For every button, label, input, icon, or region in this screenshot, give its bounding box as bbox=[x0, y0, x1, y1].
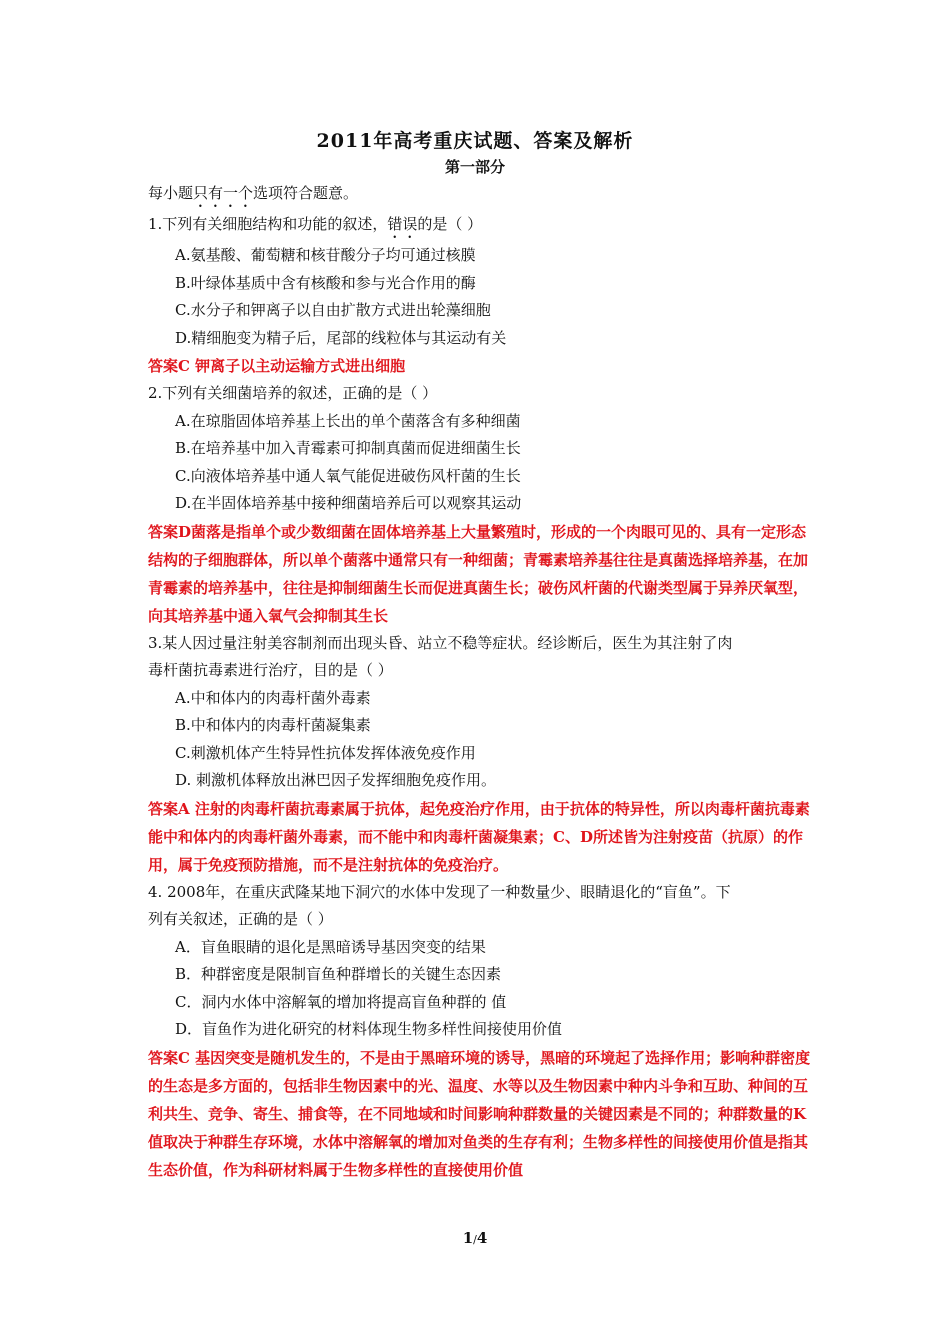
question-4-answer: 答案C 基因突变是随机发生的，不是由于黑暗环境的诱导，黑暗的环境起了选择作用；影响种群密度的生态是多方面的，包括非生物因素中的光、温度、水等以及生物因素中种内斗争和互助、种间的互利共生、竞争、寄生、捕食等，在不同地域和时间影响种群数量的关键因素是不同的；种群数量的K值取决于种群生存环境，水体中溶解氧的增加对鱼类的生存有利；生物多样性的间接使用价值是指其生态价值，作为科研材料属于生物多样性的直接使用价值 bbox=[148, 1048, 811, 1179]
question-2-option-a: A.在琼脂固体培养基上长出的单个菌落含有多种细菌 bbox=[175, 411, 521, 430]
question-2-option-d: D.在半固体培养基中接种细菌培养后可以观察其运动 bbox=[175, 494, 522, 512]
question-3-answer: 答案A 注射的肉毒杆菌抗毒素属于抗体，起免疫治疗作用，由于抗体的特异性，所以肉毒杆菌抗毒素能中和体内的肉毒杆菌外毒素，而不能中和肉毒杆菌凝集素；C、D所述皆为注射疫苗（抗原）的作用，属于免疫预防措施，而不是注射抗体的免疫治疗。 bbox=[148, 799, 810, 874]
question-1-option-c: C.水分子和钾离子以自由扩散方式进出轮藻细胞 bbox=[175, 301, 491, 319]
question-3-stem-line-1: 3.某人因过量注射美容制剂而出现头昏、站立不稳等症状。经诊断后，医生为其注射了肉 bbox=[148, 633, 733, 652]
question-4-stem-line-1: 4. 2008年，在重庆武隆某地下洞穴的水体中发现了一种数量少、眼睛退化的“盲鱼”。下 bbox=[148, 882, 731, 901]
question-1-option-a: A.氨基酸、葡萄糖和核苷酸分子均可通过核膜 bbox=[175, 246, 476, 264]
instruction-text: 每小题 bbox=[148, 184, 194, 202]
page-separator: / bbox=[473, 1233, 477, 1246]
question-3-stem-line-2: 毒杆菌抗毒素进行治疗，目的是（ ） bbox=[148, 661, 393, 679]
question-list bbox=[148, 180, 813, 1184]
question-3-option-c: C.刺激机体产生特异性抗体发挥体液免疫作用 bbox=[175, 743, 476, 762]
question-4-option-a: A．盲鱼眼睛的退化是黑暗诱导基因突变的结果 bbox=[175, 937, 486, 956]
question-4-stem-line-2: 列有关叙述，正确的是（ ） bbox=[148, 910, 333, 928]
section-heading: 第一部分 bbox=[444, 158, 505, 176]
instruction-text: 选项符合题意。 bbox=[253, 184, 359, 202]
question-4-option-c: C．洞内水体中溶解氧的增加将提高盲鱼种群的 值 bbox=[175, 992, 507, 1011]
question-3-option-b: B.中和体内的肉毒杆菌凝集素 bbox=[175, 716, 371, 734]
question-4-option-b: B．种群密度是限制盲鱼种群增长的关键生态因素 bbox=[175, 965, 502, 983]
stem-emphasis: 错误 bbox=[387, 215, 418, 233]
question-2-stem: 2.下列有关细菌培养的叙述，正确的是（ ） bbox=[148, 384, 438, 402]
question-1-option-d: D.精细胞变为精子后，尾部的线粒体与其运动有关 bbox=[175, 328, 507, 347]
question-2-option-c: C.向液体培养基中通人氧气能促进破伤风杆菌的生长 bbox=[175, 466, 521, 485]
instruction bbox=[148, 180, 813, 211]
question-1-answer: 答案C 钾离子以主动运输方式进出细胞 bbox=[148, 357, 406, 375]
page-current: 1 bbox=[462, 1229, 474, 1247]
question-4-option-d: D．盲鱼作为进化研究的材料体现生物多样性间接使用价值 bbox=[175, 1020, 563, 1038]
question-2-answer: 答案D菌落是指单个或少数细菌在固体培养基上大量繁殖时，形成的一个肉眼可见的、具有一定形态结构的子细胞群体，所以单个菌落中通常只有一种细菌；青霉素培养基往往是真菌选择培养基，在加青霉素的培养基中，往往是抑制细菌生长而促进真菌生长；破伤风杆菌的代谢类型属于异养厌氧型，向其培养基中通入氧气会抑制其生长 bbox=[148, 522, 809, 625]
question-3-option-d: D. 刺激机体释放出淋巴因子发挥细胞免疫作用。 bbox=[175, 771, 497, 789]
question-3-option-a: A.中和体内的肉毒杆菌外毒素 bbox=[175, 688, 371, 707]
stem-text: 1.下列有关细胞结构和功能的叙述， bbox=[148, 215, 388, 233]
question-2-option-b: B.在培养基中加入青霉素可抑制真菌而促进细菌生长 bbox=[175, 439, 521, 457]
page-total: 4 bbox=[476, 1229, 488, 1247]
question-1-stem bbox=[148, 211, 813, 242]
question-1-option-b: B.叶绿体基质中含有核酸和参与光合作用的酶 bbox=[175, 273, 476, 292]
page-title: 2011年高考重庆试题、答案及解析 bbox=[316, 130, 634, 152]
stem-text: 的是（ ） bbox=[417, 215, 483, 233]
instruction-emphasis: 只有一个 bbox=[193, 184, 254, 202]
page-number bbox=[0, 1229, 950, 1247]
